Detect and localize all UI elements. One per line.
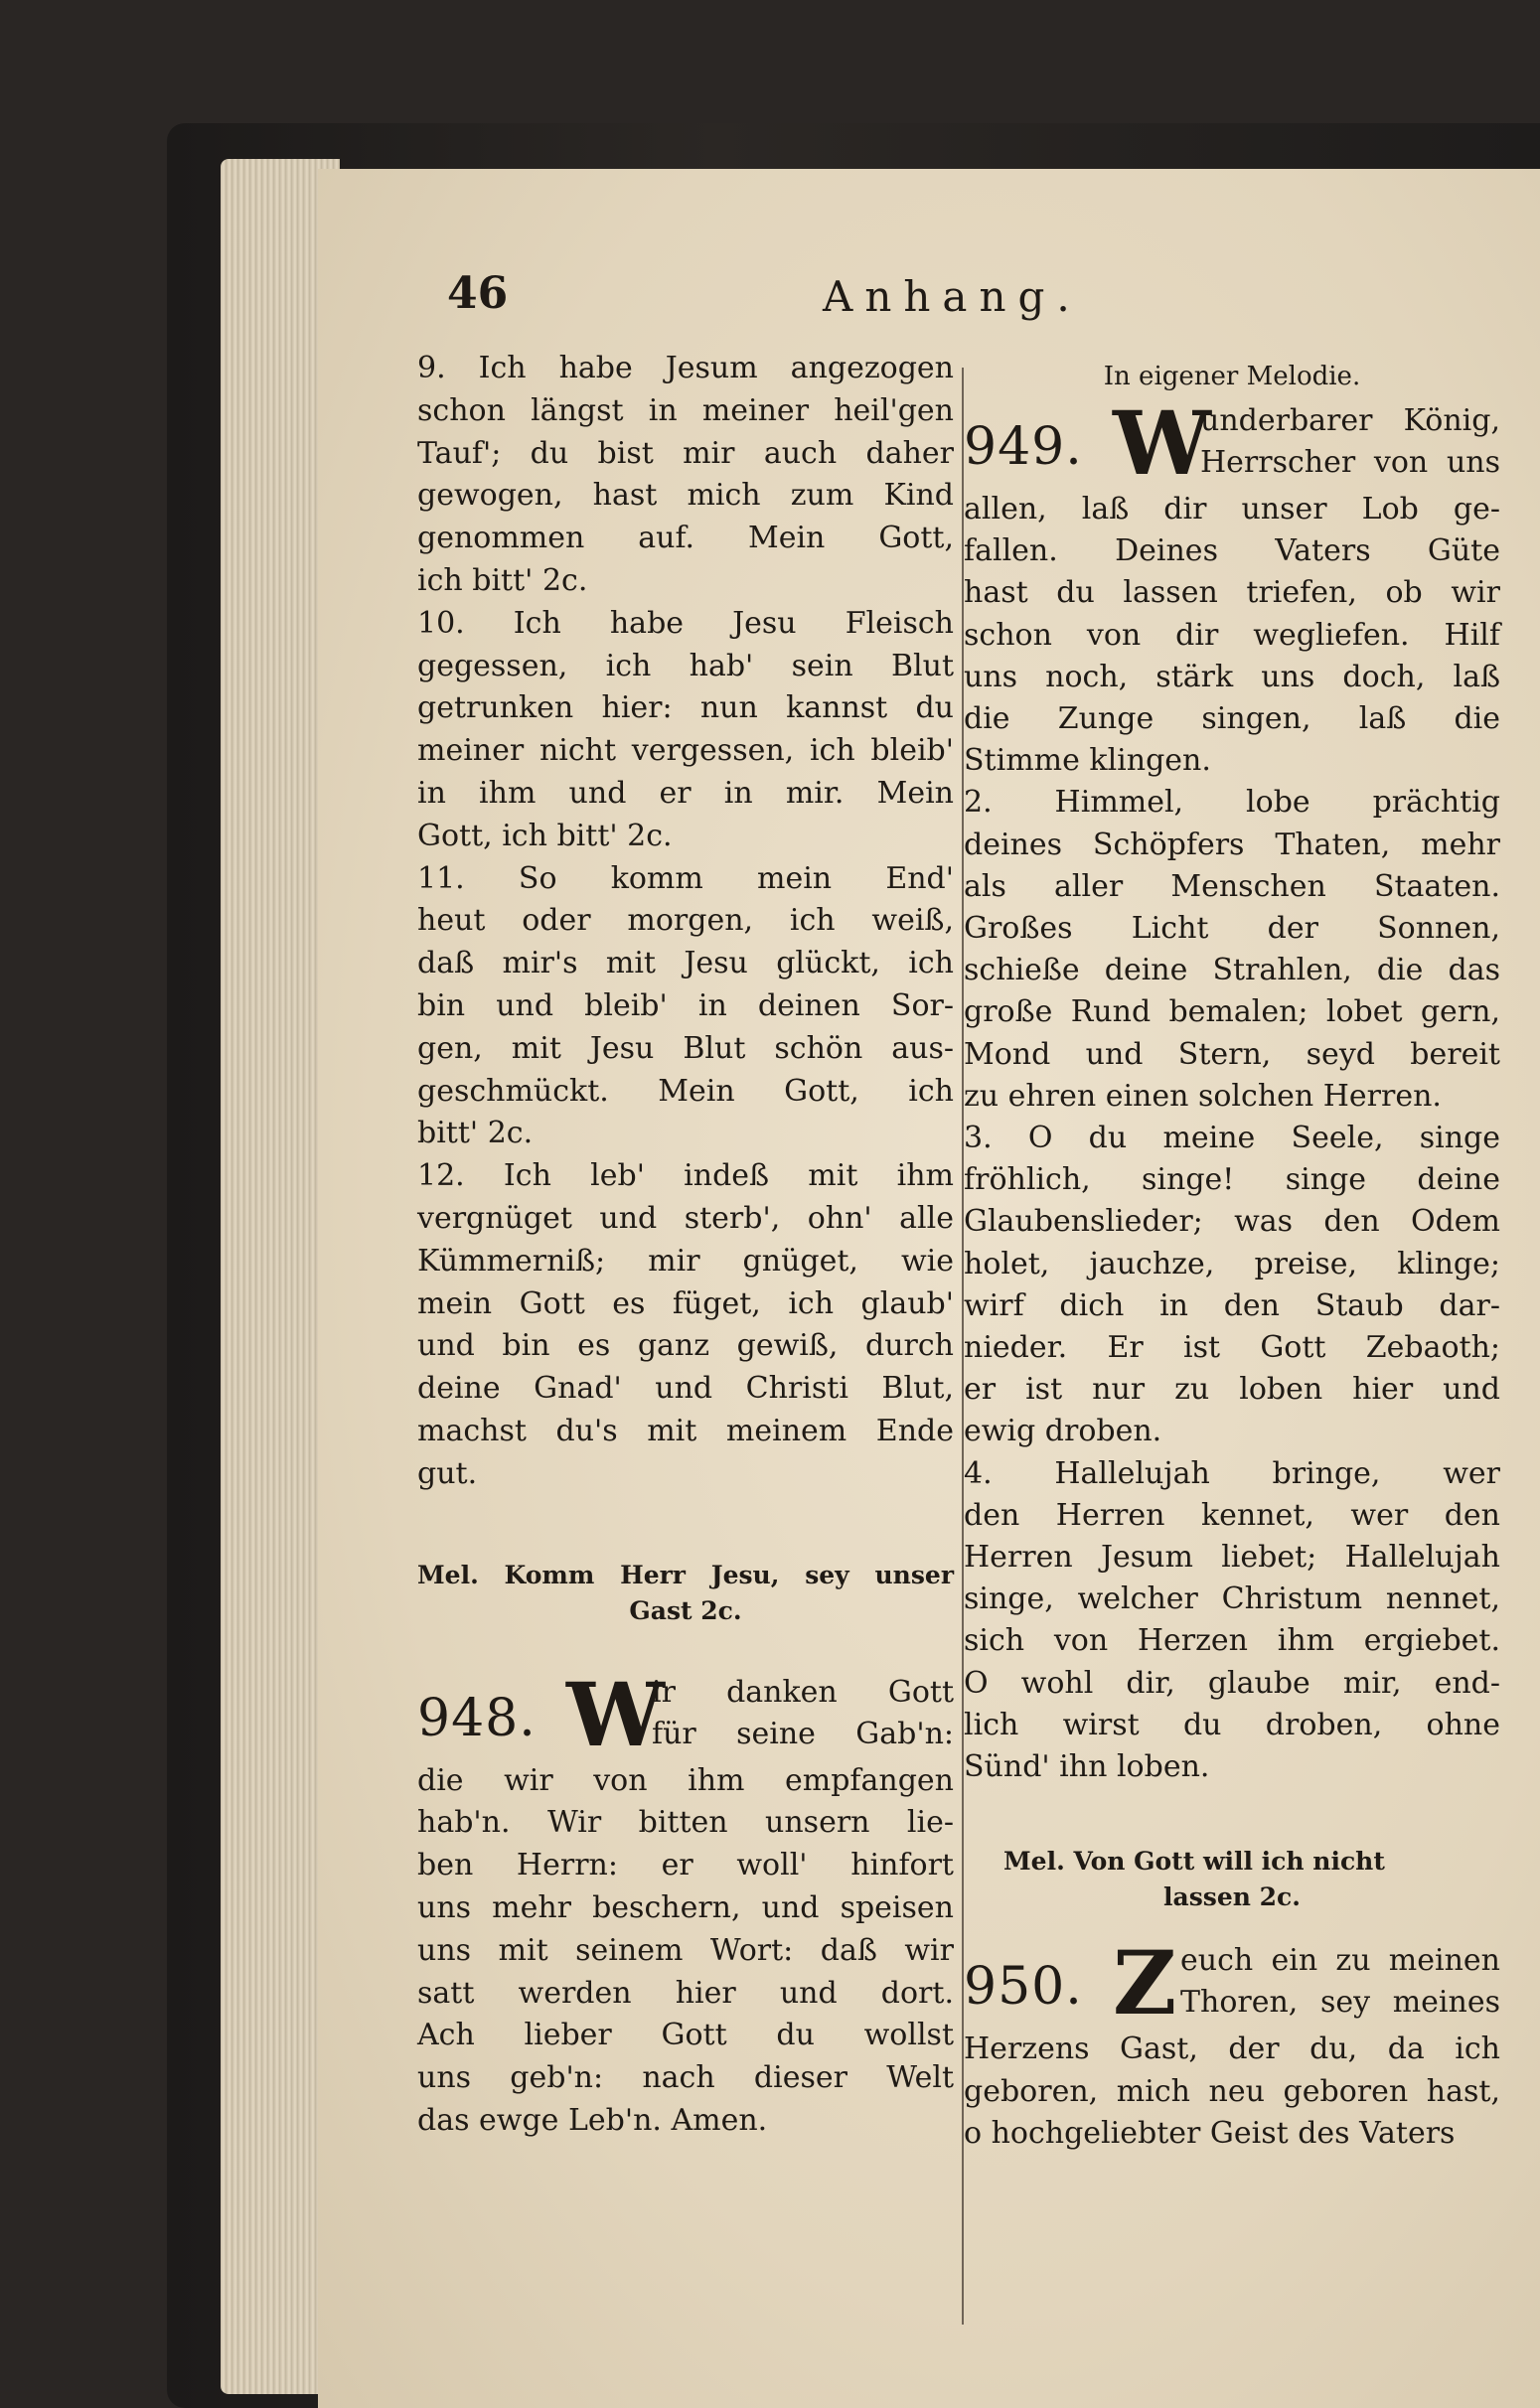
text-line: 9. Ich habe Jesum angezogen [417,351,954,385]
text-line: und bin es ganz gewiß, durch [417,1328,954,1364]
text-line: ich bitt' 2c. [417,562,588,598]
left-column [417,348,954,2143]
text-line: er ist nur zu loben hier und [964,1372,1500,1408]
page-header [318,268,1540,338]
hymn-first-line: underbarer König, [1200,403,1500,438]
text-line: schon längst in meiner heil'gen [417,392,954,428]
text-line: uns geb'n: nach dieser Welt [417,2060,954,2096]
melody-line: Gast 2c. [629,1595,742,1625]
text-line: die Zunge singen, laß die [964,701,1500,737]
melody-note: In eigener Melodie. [1103,362,1361,391]
text-line: gen, mit Jesu Blut schön aus- [417,1030,954,1066]
text-line: schon von dir wegliefen. Hilf [964,617,1500,653]
page-number: 46 [447,268,509,319]
text-line: Tauf'; du bist mir auch daher [417,435,954,471]
text-line: getrunken hier: nun kannst du [417,690,954,726]
melody-indication-cont [417,1593,954,1629]
text-line: o hochgeliebter Geist des Vaters [964,2115,1456,2151]
hymn-950-start [964,1931,1500,2035]
hymn-number: 950. [964,1957,1083,2018]
text-line: gut. [417,1455,478,1491]
text-line: Sünd' ihn loben. [964,1749,1210,1785]
melody-indication [964,1844,1500,1880]
text-line: schieße deine Strahlen, die das [964,953,1500,988]
hymn-first-line: ir danken Gott [652,1674,954,1710]
text-line: Ach lieber Gott du wollst [417,2018,954,2053]
hymn-949-text [964,489,1500,1788]
melody-indication [417,1558,954,1593]
text-line: meiner nicht vergessen, ich bleib' [417,733,954,769]
text-line: Stimme klingen. [964,743,1211,779]
text-line: fallen. Deines Vaters Güte [964,533,1500,569]
text-line: bin und bleib' in deinen Sor- [417,987,954,1023]
text-line: 11. So komm mein End' [417,860,954,896]
text-line: das ewge Leb'n. Amen. [417,2102,768,2138]
text-line: vergnüget und sterb', ohn' alle [417,1200,954,1236]
text-line: daß mir's mit Jesu glückt, ich [417,946,954,981]
hymn-number: 948. [417,1688,537,1748]
hymn-948-start [417,1662,954,1766]
drop-cap-initial: W [566,1662,665,1766]
text-line: 10. Ich habe Jesu Fleisch [417,605,954,641]
drop-cap-initial: W [1113,391,1211,495]
text-line: Großes Licht der Sonnen, [964,911,1500,947]
text-line: 12. Ich leb' indeß mit ihm [417,1158,954,1194]
text-line: sich von Herzen ihm ergiebet. [964,1623,1500,1659]
text-line: O wohl dir, glaube mir, end- [964,1665,1500,1701]
melody-indication-cont [964,1880,1500,1915]
hymn-second-line: für seine Gab'n: [652,1716,954,1751]
melody-line: lassen 2c. [1163,1882,1301,1912]
text-line: deine Gnad' und Christi Blut, [417,1371,954,1407]
melody-line: Mel. Komm Herr Jesu, sey unser [417,1560,954,1589]
text-line: Gott, ich bitt' 2c. [417,818,673,853]
text-line: Glaubenslieder; was den Odem [964,1204,1500,1240]
text-line: 3. O du meine Seele, singe [964,1121,1500,1156]
text-line: Herren Jesum liebet; Hallelujah [964,1540,1500,1576]
hymn-950-text [964,2029,1500,2155]
text-line: holet, jauchze, preise, klinge; [964,1246,1500,1281]
text-line: zu ehren einen solchen Herren. [964,1078,1442,1114]
text-line: bitt' 2c. [417,1116,534,1151]
text-line: mein Gott es füget, ich glaub' [417,1285,954,1321]
text-line: genommen auf. Mein Gott, [417,521,954,556]
text-line: hast du lassen triefen, ob wir [964,575,1500,611]
text-line: machst du's mit meinem Ende [417,1413,954,1448]
hymn-number: 949. [964,417,1083,477]
hymn-second-line: Thoren, sey meines [1180,1985,1500,2021]
text-line: nieder. Er ist Gott Zebaoth; [964,1330,1500,1366]
text-line: Herzens Gast, der du, da ich [964,2032,1500,2067]
hymn-first-line: euch ein zu meinen [1180,1943,1500,1979]
melody-line: Mel. Von Gott will ich nicht [1003,1847,1385,1877]
hymn-second-line: Herrscher von uns [1200,445,1500,480]
text-line: 4. Hallelujah bringe, wer [964,1455,1500,1491]
text-line: deines Schöpfers Thaten, mehr [964,827,1500,862]
text-line: lich wirst du droben, ohne [964,1707,1500,1742]
text-line: 2. Himmel, lobe prächtig [964,785,1500,821]
text-line: geschmückt. Mein Gott, ich [417,1073,954,1109]
text-line: gewogen, hast mich zum Kind [417,478,954,514]
text-line: die wir von ihm empfangen [417,1762,954,1798]
text-line: ben Herrn: er woll' hinfort [417,1848,954,1883]
right-column [964,358,1500,2155]
text-line: hab'n. Wir bitten unsern lie- [417,1805,954,1841]
running-head: Anhang. [823,272,1082,321]
text-line: satt werden hier und dort. [417,1975,954,2011]
text-line: den Herren kennet, wer den [964,1497,1500,1533]
drop-cap-initial: Z [1113,1931,1177,2035]
text-line: in ihm und er in mir. Mein [417,775,954,811]
text-line: ewig droben. [964,1414,1162,1449]
text-line: singe, welcher Christum nennet, [964,1581,1500,1617]
hymn-949-start [964,391,1500,495]
text-line: fröhlich, singe! singe deine [964,1162,1500,1198]
text-line: große Rund bemalen; lobet gern, [964,994,1500,1030]
text-line: heut oder morgen, ich weiß, [417,903,954,939]
text-line: allen, laß dir unser Lob ge- [964,492,1500,527]
text-line: uns noch, stärk uns doch, laß [964,659,1500,694]
text-line: Kümmerniß; mir gnüget, wie [417,1243,954,1279]
left-verses [417,348,954,1496]
book-page [318,169,1540,2408]
text-line: uns mehr beschern, und speisen [417,1889,954,1925]
text-line: Mond und Stern, seyd bereit [964,1036,1500,1072]
text-line: uns mit seinem Wort: daß wir [417,1932,954,1968]
text-line: als aller Menschen Staaten. [964,868,1500,904]
text-line: gegessen, ich hab' sein Blut [417,648,954,683]
text-line: wirf dich in den Staub dar- [964,1287,1500,1323]
text-line: geboren, mich neu geboren hast, [964,2073,1500,2109]
hymn-948-text [417,1760,954,2143]
